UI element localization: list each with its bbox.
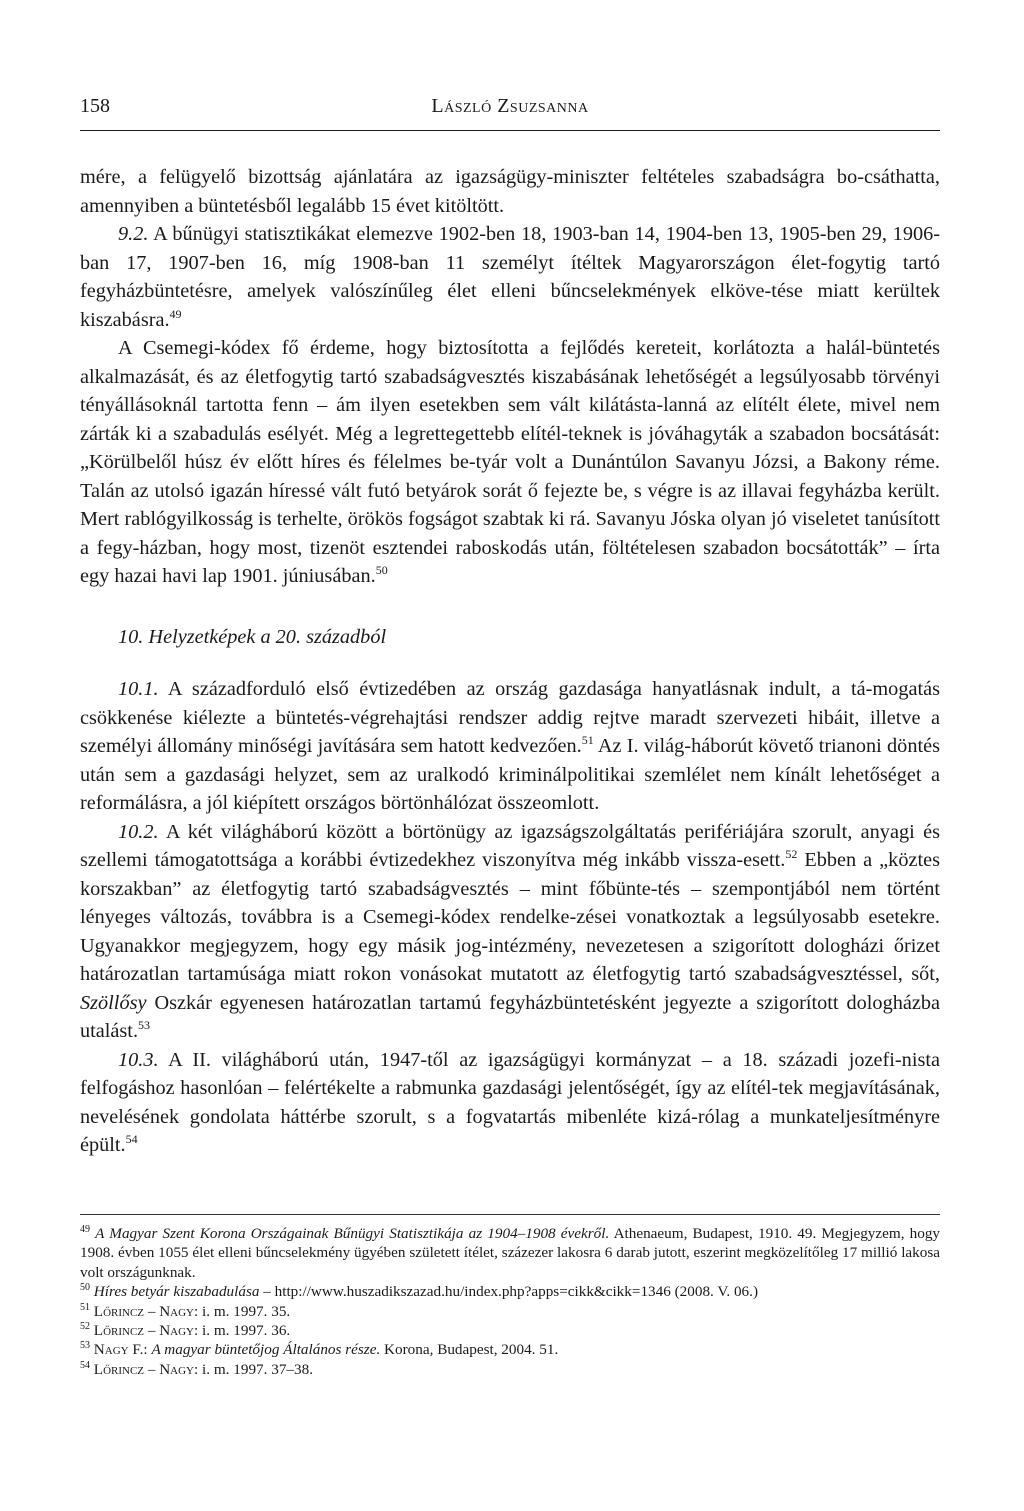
footnote-ref[interactable]: 51 [581, 733, 594, 748]
paragraph: 10.3. A II. világháború után, 1947-től az igazságügyi kormányzat – a 18. századi jozefi-nista felfogáshoz hasonlóan – felértékelte a rabmunka gazdasági jelentőségét, így az elítél-tek megjavításának, nevelésének gondolata háttérbe szorult, s a fogvatartás mibenléte kizá-rólag a munkateljesítményre épült.$^{54}$ [80, 1048, 940, 1156]
footnote-number: 54 [80, 1359, 90, 1371]
footnote: $^{54}$ Lőrincz – Nagy: i. m. 1997. 37–38. [80, 1359, 313, 1378]
footnote-number: 53 [80, 1340, 90, 1352]
footnote-number: 50 [80, 1282, 90, 1294]
footnote-number: 52 [80, 1320, 90, 1332]
footnote-number: 49 [80, 1223, 90, 1235]
footnote-rule [80, 1214, 940, 1215]
footnote-ref[interactable]: 54 [125, 1132, 138, 1147]
page-number: 158 [80, 95, 110, 117]
paragraph-number: 9.2. [118, 223, 149, 245]
footnote-ref[interactable]: 50 [375, 563, 388, 578]
footnote: $^{50}$ Híres betyár kiszabadulása – http://www.huszadikszazad.hu/index.php?apps=cikk&cikk=1346 (2008. V. 06.) [80, 1282, 759, 1301]
footnote-ref[interactable]: 53 [138, 1018, 151, 1033]
paragraph: 9.2. A bűnügyi statisztikákat elemezve 1902-ben 18, 1903-ban 14, 1904-ben 13, 1905-ben 29, 1906-ban 17, 1907-ben 16, míg 1908-ban 11 személyt ítéltek Magyarországon élet-fogytig tartó fegyházbüntetésre, amelyek valószínűleg élet elleni bűncselekmények elköve-tése miatt kerültek kiszabásra.$^{49}$ [80, 223, 941, 331]
footnote: $^{49}$ A Magyar Szent Korona Országainak Bűnügyi Statisztikája az 1904–1908 évekről. Athenaeum, Budapest, 1910. 49. Megjegyzem, hogy 1908. évben 1055 élet elleni bűncselekmény ügyében született ítélet, százezer lakosra 6 darab jutott, eszerint megközelítőleg 17 millió lakosa volt országunknak. [80, 1223, 941, 1281]
paragraph: A Csemegi-kódex fő érdeme, hogy biztosította a fejlődés kereteit, korlátozta a halál-büntetés alkalmazását, és az életfogytig tartó szabadságvesztés kiszabásának lehetőségét a legsúlyosabb törvényi tényállásoknál tartotta fenn – ám ilyen esetekben sem vált kilátásta-lanná az elítélt élete, mivel nem zárták ki a szabadulás esélyét. Még a legrettegettebb elítél-teknek is jóváhagyták a szabadon bocsátását: „Körülbelől húsz év előtt híres és félelmes be-tyár volt a Dunántúlon Savanyu Józsi, a Bakony réme. Talán az utolsó igazán híressé vált futó betyárok sorát ő fejezte be, s végre is az illavai fegyházba került. Mert rablógyilkosság is terhelte, örökös fogságot szabtak ki rá. Savanyu Jóska olyan jó viseletet tanúsított a fegy-házban, hogy most, tizenöt esztendei raboskodás után, föltételesen szabadon bocsátották” – írta egy hazai havi lap 1901. júniusában.$^{50}$ [80, 337, 940, 587]
footnote: $^{51}$ Lőrincz – Nagy: i. m. 1997. 35. [80, 1301, 291, 1320]
footnote-ref[interactable]: 52 [785, 847, 798, 862]
body-text [80, 163, 940, 591]
paragraph-number: 10.3. [118, 1048, 159, 1071]
header-rule [80, 130, 940, 131]
running-head [80, 95, 940, 121]
section-body [80, 675, 940, 1160]
paragraph: 10.2. A két világháború között a börtönügy az igazságszolgáltatás perifériájára szorult, anyagi és szellemi támogatottsága a korábbi évtizedekhez viszonyítva még inkább vissza-esett.$^{52}$ Ebben a „köztes korszakban” az életfogytig tartó szabadságvesztés – mint főbünte-tés – szempontjából nem történt lényeges változás, továbbra is a Csemegi-kódex rendelke-zései vonatkoztak a legsúlyosabb esetekre. Ugyanakkor megjegyzem, hogy egy másik jog-intézmény, nevezetesen a szigorított dologházi őrizet határozatlan tartamúsága miatt rokon vonásokat mutatott az életfogytig tartó szabadságvesztéssel, sőt, Szöllősy Oszkár egyenesen határozatlan tartamú fegyházbüntetésként jegyezte a szigorított dologházba utalást.$^{53}$ [80, 820, 940, 1042]
paragraph-number: 10.2. [118, 820, 159, 843]
paragraph: mére, a felügyelő bizottság ajánlatára az igazságügy-miniszter feltételes szabadságra bo-csáthatta, amennyiben a büntetésből legalább 15 évet kitöltött. [80, 166, 940, 217]
footnote-ref[interactable]: 49 [169, 306, 182, 321]
footnote: $^{52}$ Lőrincz – Nagy: i. m. 1997. 36. [80, 1320, 291, 1340]
paragraph: 10.1. A századforduló első évtizedében az ország gazdasága hanyatlásnak indult, a tá-mogatás csökkenése kiélezte a büntetés-végrehajtási rendszer addig rejtve maradt szervezeti hibáit, illetve a személyi állomány minőségi javítására sem hatott kedvezően.$^{51}$ Az I. világ-háborút követő trianoni döntés után sem a gazdasági helyzet, sem az uralkodó kriminálpolitikai szemlélet nem kínált lehetőséget a reformálásra, a jól kiépített országos börtönhálózat összeomlott. [80, 678, 940, 814]
footnotes [80, 1224, 940, 1379]
footnote-number: 51 [80, 1301, 90, 1313]
running-head-author: László Zsuzsanna [431, 95, 589, 117]
footnote: $^{53}$ Nagy F.: A magyar büntetőjog Általános része. Korona, Budapest, 2004. 51. [80, 1340, 559, 1359]
author-name: Szöllősy [80, 991, 147, 1014]
section-heading: 10. Helyzetképek a 20. századból [118, 626, 387, 648]
paragraph-number: 10.1. [118, 678, 159, 700]
